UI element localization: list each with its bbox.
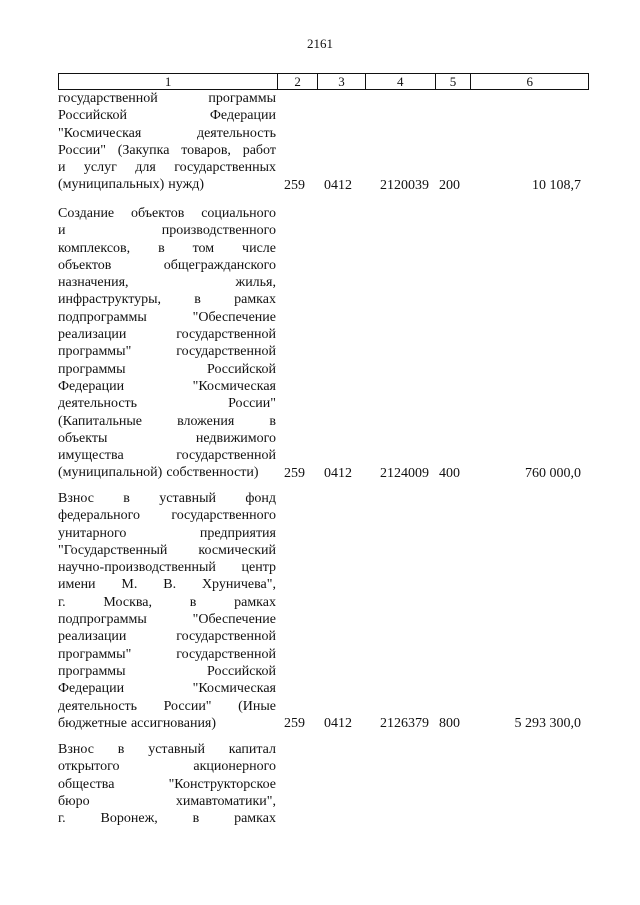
description-line: программы" государственной bbox=[58, 344, 276, 360]
cell-col-6: 10 108,7 bbox=[532, 177, 581, 193]
description-line: (муниципальной) собственности) bbox=[58, 465, 259, 481]
header-col-2: 2 bbox=[278, 74, 318, 89]
description-line: России" (Закупка товаров, работ bbox=[58, 142, 276, 158]
header-col-6: 6 bbox=[526, 74, 533, 89]
description-line: подпрограммы "Обеспечение bbox=[58, 309, 276, 325]
header-col-5: 5 bbox=[436, 74, 472, 89]
row-description bbox=[58, 205, 276, 482]
description-line: объектов общегражданского bbox=[58, 257, 276, 273]
description-line: реализации государственной bbox=[58, 327, 276, 343]
cell-col-5: 200 bbox=[439, 177, 460, 193]
description-line: Федерации "Космическая bbox=[58, 681, 276, 697]
description-line: Российской Федерации bbox=[58, 108, 276, 124]
description-line: инфраструктуры, в рамках bbox=[58, 292, 276, 308]
cell-col-6: 5 293 300,0 bbox=[514, 716, 581, 732]
row-description bbox=[58, 741, 276, 827]
description-line: "Государственный космический bbox=[58, 542, 276, 558]
table-header bbox=[58, 73, 589, 90]
cell-col-4: 2126379 bbox=[380, 716, 429, 732]
description-line: бюджетные ассигнования) bbox=[58, 715, 217, 731]
description-line: программы Российской bbox=[58, 663, 276, 679]
description-line: (муниципальных) нужд) bbox=[58, 177, 205, 193]
description-line: бюро химавтоматики", bbox=[58, 793, 276, 809]
cell-col-4: 2120039 bbox=[380, 177, 429, 193]
cell-col-6: 760 000,0 bbox=[525, 465, 581, 481]
description-line: назначения, жилья, bbox=[58, 275, 276, 291]
cell-col-3: 0412 bbox=[324, 716, 352, 732]
page-number: 2161 bbox=[307, 36, 333, 51]
description-line: Создание объектов социального bbox=[58, 206, 276, 221]
table-row bbox=[58, 490, 589, 732]
description-line: деятельность России" bbox=[58, 396, 276, 412]
description-line: "Космическая деятельность bbox=[58, 125, 276, 141]
description-line: деятельность России" (Иные bbox=[58, 698, 276, 714]
header-col-1: 1 bbox=[59, 74, 278, 89]
cell-col-5: 400 bbox=[439, 465, 460, 481]
cell-col-4: 2124009 bbox=[380, 465, 429, 481]
row-description bbox=[58, 490, 276, 732]
description-line: Взнос в уставный фонд bbox=[58, 491, 276, 506]
description-line: Федерации "Космическая bbox=[58, 378, 276, 394]
cell-col-3: 0412 bbox=[324, 177, 352, 193]
cell-col-2: 259 bbox=[284, 465, 305, 481]
table-row bbox=[58, 741, 589, 827]
header-col-4: 4 bbox=[366, 74, 436, 89]
description-line: подпрограммы "Обеспечение bbox=[58, 612, 276, 628]
description-line: г. Москва, в рамках bbox=[58, 594, 276, 610]
header-col-3: 3 bbox=[318, 74, 366, 89]
table-row bbox=[58, 90, 589, 194]
row-description bbox=[58, 90, 276, 194]
description-line: (Капитальные вложения в bbox=[58, 413, 276, 429]
description-line: имени М. В. Хруничева", bbox=[58, 577, 276, 593]
table-row bbox=[58, 205, 589, 482]
description-line: реализации государственной bbox=[58, 629, 276, 645]
description-line: объекты недвижимого bbox=[58, 430, 276, 446]
description-line: комплексов, в том числе bbox=[58, 240, 276, 256]
cell-col-5: 800 bbox=[439, 716, 460, 732]
description-line: и производственного bbox=[58, 223, 276, 239]
description-line: унитарного предприятия bbox=[58, 525, 276, 541]
cell-col-2: 259 bbox=[284, 177, 305, 193]
cell-col-3: 0412 bbox=[324, 465, 352, 481]
description-line: научно-производственный центр bbox=[58, 560, 276, 576]
description-line: программы Российской bbox=[58, 361, 276, 377]
description-line: государственной программы bbox=[58, 91, 276, 106]
description-line: имущества государственной bbox=[58, 448, 276, 464]
description-line: и услуг для государственных bbox=[58, 160, 276, 176]
description-line: программы" государственной bbox=[58, 646, 276, 662]
description-line: федерального государственного bbox=[58, 508, 276, 524]
description-line: Взнос в уставный капитал bbox=[58, 742, 276, 757]
description-line: г. Воронеж, в рамках bbox=[58, 811, 276, 827]
description-line: общества "Конструкторское bbox=[58, 776, 276, 792]
cell-col-2: 259 bbox=[284, 716, 305, 732]
description-line: открытого акционерного bbox=[58, 759, 276, 775]
